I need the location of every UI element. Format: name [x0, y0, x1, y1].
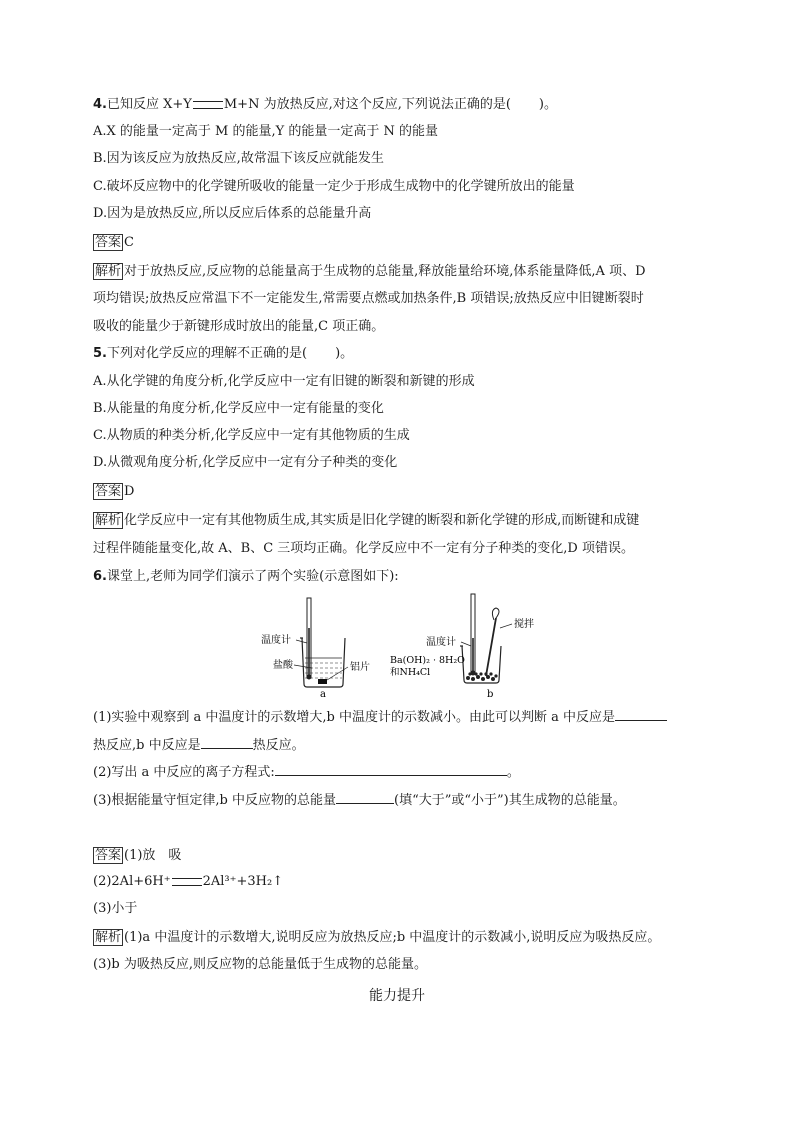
q6-analysis1 [93, 929, 660, 946]
experiment-figure [250, 588, 570, 700]
analysis-text: 对于放热反应,反应物的总能量高于生成物的总能量,释放能量给环境,体系能量降低,A 项、D [124, 264, 646, 279]
analysis-tag: 解析 [95, 930, 122, 945]
equals-sign [172, 878, 202, 886]
q6-stem [93, 569, 399, 585]
analysis-tag: 解析 [95, 264, 122, 279]
q6-answer3: (3)小于 [93, 901, 138, 916]
q6-number: 6. [93, 569, 107, 584]
q4-analysis-line3: 吸收的能量少于新键形成时放出的能量,C 项正确。 [93, 319, 385, 334]
q5-option-b: B.从能量的角度分析,化学反应中一定有能量的变化 [93, 401, 384, 416]
section-title: 能力提升 [369, 988, 425, 1004]
analysis-tag: 解析 [95, 513, 122, 528]
fig-a-metal-label: 铝片 [350, 662, 370, 673]
q6-part1-line1 [93, 708, 667, 726]
q5-option-d: D.从微观角度分析,化学反应中一定有分子种类的变化 [93, 455, 398, 470]
equals-sign [193, 101, 223, 109]
beaker-b [460, 594, 501, 683]
q5-option-c: C.从物质的种类分析,化学反应中一定有其他物质的生成 [93, 428, 410, 443]
q6-stem-text: 课堂上,老师为同学们演示了两个实验(示意图如下): [106, 569, 399, 584]
q6-part1-text-b: 热反应,b 中反应是 [93, 738, 201, 753]
answer-tag: 答案 [95, 848, 122, 863]
q4-stem-part2: M+N 为放热反应,对这个反应,下列说法正确的是( [223, 97, 511, 112]
q6-answer2 [93, 874, 283, 890]
q6-part2-text: (2)写出 a 中反应的离子方程式: [93, 765, 275, 780]
q6-part3 [93, 791, 626, 809]
q5-option-a: A.从化学键的角度分析,化学反应中一定有旧键的断裂和新键的形成 [93, 374, 475, 389]
q4-option-c: C.破坏反应物中的化学键所吸收的能量一定少于形成生成物中的化学键所放出的能量 [93, 179, 575, 194]
q6-part1-text-a: (1)实验中观察到 a 中温度计的示数增大,b 中温度计的示数减小。由此可以判断 a 中反应是 [93, 710, 616, 725]
q6-part2-end: 。 [506, 765, 520, 780]
fill-blank [201, 736, 253, 749]
q6-part3-text-b: (填“大于”或“小于”)其生成物的总能量。 [394, 793, 626, 808]
q4-option-d: D.因为是放热反应,所以反应后体系的总能量升高 [93, 206, 372, 221]
fig-a-caption: a [320, 689, 326, 700]
answer2-rhs: 2Al³⁺+3H₂↑ [202, 874, 284, 889]
beaker-a [300, 598, 345, 687]
fig-a-thermometer-label: 温度计 [261, 635, 291, 646]
q4-answer [93, 234, 134, 251]
q4-analysis-line1 [93, 263, 646, 280]
q4-stem-part1: 已知反应 X+Y [106, 97, 192, 112]
fill-blank [275, 763, 507, 776]
answer-value: D [124, 484, 135, 499]
q4-stem [93, 97, 557, 113]
q6-analysis2: (3)b 为吸热反应,则反应物的总能量低于生成物的总能量。 [93, 957, 428, 972]
q5-stem-end: )。 [335, 346, 354, 361]
q4-stem-part3: )。 [538, 97, 557, 112]
fig-b-caption: b [487, 689, 494, 700]
q6-answer1 [93, 847, 181, 864]
analysis-text: 化学反应中一定有其他物质生成,其实质是旧化学键的断裂和新化学键的形成,而断键和成键 [124, 513, 640, 528]
fig-b-thermometer-label: 温度计 [426, 637, 456, 648]
q4-number: 4. [93, 97, 107, 112]
q6-part1-text-c: 热反应。 [252, 738, 305, 753]
q6-part2 [93, 763, 520, 781]
q4-analysis-line2: 项均错误;放热反应常温下不一定能发生,常需要点燃或加热条件,B 项错误;放热反应中旧键断裂时 [93, 291, 644, 306]
q4-option-b: B.因为该反应为放热反应,故常温下该反应就能发生 [93, 151, 384, 166]
answer-value: (1)放 吸 [124, 848, 182, 863]
fill-blank [336, 791, 394, 804]
q6-part3-text-a: (3)根据能量守恒定律,b 中反应物的总能量 [93, 793, 337, 808]
fill-blank [615, 708, 667, 721]
answer2-lhs: (2)2Al+6H⁺ [93, 874, 171, 889]
q5-analysis-line2: 过程伴随能量变化,故 A、B、C 三项均正确。化学反应中不一定有分子种类的变化,D 项错误。 [93, 541, 634, 556]
answer-tag: 答案 [95, 484, 122, 499]
fig-b-reagent-label-2: 和NH₄Cl [390, 667, 431, 678]
answer-tag: 答案 [95, 235, 122, 250]
fig-a-acid-label: 盐酸 [273, 660, 293, 671]
answer-value: C [124, 235, 134, 250]
analysis-text: (1)a 中温度计的示数增大,说明反应为放热反应;b 中温度计的示数减小,说明反应为吸热反应。 [124, 930, 661, 945]
q5-stem-text: 下列对化学反应的理解不正确的是( [106, 346, 308, 361]
q5-number: 5. [93, 346, 107, 361]
q4-option-a: A.X 的能量一定高于 M 的能量,Y 的能量一定高于 N 的能量 [93, 124, 438, 139]
q5-analysis-line1 [93, 512, 639, 529]
q5-answer [93, 483, 134, 500]
q6-part1-line2 [93, 736, 305, 754]
fig-b-reagent-label-1: Ba(OH)₂ · 8H₂O [390, 655, 465, 666]
fig-b-stir-label: 搅拌 [514, 619, 534, 630]
q5-stem [93, 346, 353, 362]
